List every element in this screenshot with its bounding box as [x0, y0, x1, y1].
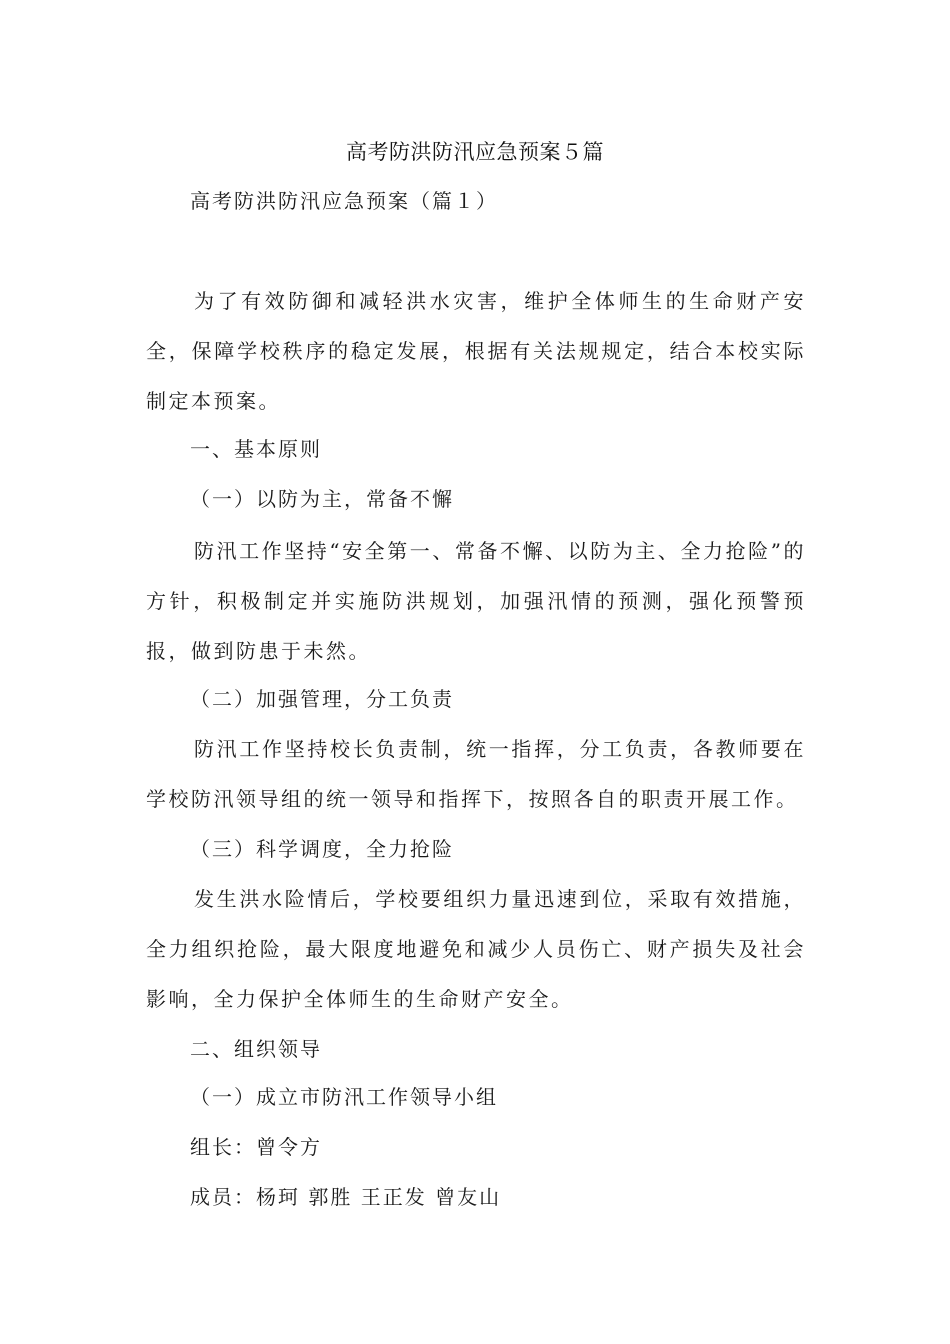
- subheading-leadership-group: （一）成立市防汛工作领导小组: [190, 1085, 498, 1109]
- intro-paragraph: 为了有效防御和减轻洪水灾害，维护全体师生的生命财产安全，保障学校秩序的稳定发展，根据有关法规规定，结合本校实际制定本预案。: [146, 289, 806, 413]
- paragraph-management: 防汛工作坚持校长负责制，统一指挥，分工负责，各教师要在学校防汛领导组的统一领导和指挥下，按照各自的职责开展工作。: [146, 737, 806, 811]
- document-subtitle: 高考防洪防汛应急预案（篇１）: [190, 189, 498, 213]
- paragraph-dispatch: 发生洪水险情后，学校要组织力量迅速到位，采取有效措施，全力组织抢险，最大限度地避免和减少人员伤亡、财产损失及社会影响，全力保护全体师生的生命财产安全。: [146, 887, 806, 1011]
- section-heading-principles: 一、基本原则: [190, 437, 322, 461]
- group-members-line: 成员：杨珂 郭胜 王正发 曾友山: [190, 1185, 502, 1209]
- group-leader-line: 组长：曾令方: [190, 1135, 322, 1159]
- subheading-dispatch: （三）科学调度，全力抢险: [190, 837, 454, 861]
- document-title: 高考防洪防汛应急预案５篇: [346, 140, 604, 164]
- paragraph-prevention: 防汛工作坚持“安全第一、常备不懈、以防为主、全力抢险”的方针，积极制定并实施防洪规划，加强汛情的预测，强化预警预报，做到防患于未然。: [146, 539, 806, 663]
- subheading-prevention: （一）以防为主，常备不懈: [190, 487, 454, 511]
- subheading-management: （二）加强管理，分工负责: [190, 687, 454, 711]
- section-heading-organization: 二、组织领导: [190, 1037, 322, 1061]
